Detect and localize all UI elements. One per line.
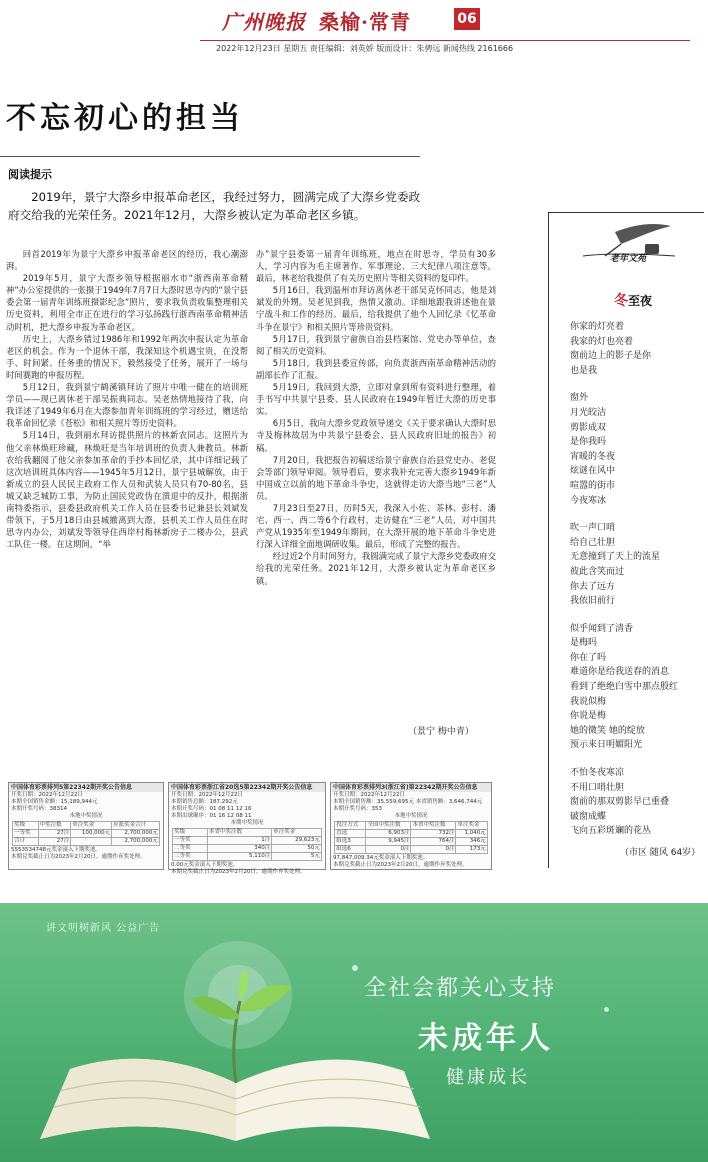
poem-line: 你在了吗 (570, 652, 607, 663)
poem-title-rest: 至夜 (628, 294, 653, 308)
lottery-title: 中国体育彩票排列3(浙江省)第22342期开奖公告信息 (331, 783, 491, 792)
poem-line: 无意撞到了天上的流星 (570, 552, 661, 563)
table-cell: 直选 (335, 830, 366, 838)
table-cell: 组选3 (335, 838, 366, 846)
ad-slogan-line-3: 健康成长 (446, 1067, 530, 1088)
poem-line: 宵暖的冬夜 (570, 451, 616, 462)
lottery-footnote: 0.00元奖金滚入下期奖池。 (171, 862, 239, 868)
paragraph: 5月14日，我到丽水拜访提供照片的林新农同志。这照片为他父亲林焕旺珍藏，林焕旺是当年培训班的负责人兼教员。林新农给我翻阅了他父亲参加革命的手抄本回忆录，其中详细记载了这次培训班具体内容——1945年5月12日，景宁县城解放，由于新成立的县人民民主政府工作人员和武装人员只有70-80名，县城又缺乏城防工事，为防止国民党政伪在溃退中的反扑，根据浙南特委指示，县委县政府机关工作人员在县委书记兼县长刘斌发带领下，于5月18日由县城撤离到大漈，县机关工作人员住在时思寺内办公，刘斌发等领导住西岸村梅林新房子二楼办公，县武工队住一楼。在这期间，“举 (6, 430, 248, 550)
poem-line: 看到了绝绝白雪中那点殷红 (570, 682, 679, 693)
table-cell: 0注 (411, 846, 456, 854)
lead-title: 阅读提示 (8, 168, 52, 181)
lottery-title: 中国体育彩票排列5第22342期开奖公告信息 (9, 783, 163, 792)
lottery-info-line: 本期出球顺序：01 16 12 08 11 (171, 813, 252, 819)
poem-line: 窗前边上的影子是你 (570, 351, 652, 362)
lottery-table-caption: 本期中奖情况 (230, 820, 264, 826)
poem-line: 破窗成蝶 (570, 811, 607, 822)
lead-text: 2019年，景宁大漈乡申报革命老区，我经过努力，圆满完成了大漈乡党委政府交给我的光荣任务。2021年12月，大漈乡被认定为革命老区乡镇。 (8, 190, 421, 222)
lottery-info-line: 本期开奖号码：38314 (11, 806, 67, 812)
poem-body (570, 320, 704, 852)
poem-line: 也是我 (570, 365, 598, 376)
poem-stanza (570, 320, 704, 378)
table-header-cell: 单注奖金 (71, 822, 112, 830)
sparkle-icon (604, 1007, 609, 1012)
poem-title (614, 290, 652, 310)
lottery-table-caption: 本地中奖情况 (394, 813, 428, 819)
table-cell: 组选6 (335, 846, 366, 854)
table-header-cell: 奖级 (13, 822, 39, 830)
poem-title-initial: 冬 (614, 293, 628, 309)
table-cell: 100,000元 (71, 830, 112, 838)
table-cell: 732注 (411, 830, 456, 838)
table-cell: 346元 (456, 838, 487, 846)
lottery-notice (8, 782, 164, 870)
table-cell: 三等奖 (173, 853, 208, 861)
poem-line: 窗前的那双剪影早已重叠 (570, 797, 670, 808)
lottery-info-line: 本期全国销售金额：15,189,944元 (11, 799, 98, 805)
paragraph: 经过近2个月时间努力，我圆满完成了景宁大漈乡党委政府交给我的光荣任务。2021年12月，大漈乡被认定为革命老区乡镇。 (256, 551, 496, 586)
paragraph: 5月16日，我到温州市拜访离休老干部吴克怀同志，他是刘斌发的外甥。吴老见到我，热情又激动。详细地跟我讲述他在景宁战斗和工作的经历。最后，给我提供了他个人回忆录《忆革命斗争在景宁》和相关照片等珍贵资料。 (256, 285, 496, 332)
public-service-ad (0, 903, 708, 1162)
poem-line: 是梅吗 (570, 638, 598, 649)
table-header-cell: 中奖注数 (38, 822, 71, 830)
column-border-top (548, 212, 704, 213)
lottery-table (172, 828, 322, 861)
column-border-left (548, 212, 549, 868)
poem-stanza (570, 521, 704, 609)
table-cell: 一等奖 (13, 830, 39, 838)
lottery-footnote: 5553534748元奖金滚入下期奖池。 (11, 847, 101, 853)
table-header-cell: 本省中奖注数 (411, 822, 456, 830)
table-cell: 27注 (38, 830, 71, 838)
table-header-row (13, 822, 160, 830)
poem-line: 月光皎洁 (570, 407, 607, 418)
table-cell: 1注 (207, 837, 271, 845)
paragraph: 5月18日，我到县委宣传部，向负责浙西南革命精神活动的副部长作了汇报。 (256, 357, 496, 380)
poem-line: 吹一声口哨 (570, 523, 616, 534)
table-cell: 2,700,000元 (112, 838, 160, 846)
poem-line: 你去了远方 (570, 581, 616, 592)
poem-line: 她的微笑 她的绽放 (570, 725, 645, 736)
lottery-table (334, 821, 488, 854)
paragraph: 5月17日，我到景宁畲族自治县档案馆、党史办等单位，查阅了相关历史资料。 (256, 333, 496, 356)
table-cell: 2,700,000元 (112, 830, 160, 838)
table-header-cell: 本省中奖注数 (207, 829, 271, 837)
table-header-cell: 单注奖金 (456, 822, 487, 830)
table-cell: 一等奖 (173, 837, 208, 845)
poem-line: 难道你是给我送春的消息 (570, 667, 670, 678)
table-header-cell: 全国中奖注数 (366, 822, 411, 830)
lottery-info-line: 开奖日期：2022年12月22日 (171, 792, 243, 798)
poem-line: 我依旧前行 (570, 596, 616, 607)
ad-tag: 讲文明树新风 公益广告 (46, 923, 161, 934)
poem-line: 给自己壮胆 (570, 537, 616, 548)
poem-line: 彼此含笑而过 (570, 566, 625, 577)
paragraph: 5月12日，我到景宁鹤溪镇拜访了照片中唯一健在的培训班学员——现已离休老干部吴振典同志。吴老热情地接待了我，向我详述了1949年6月在大漈参加青年训练班的学习经过，赠送给我革命回忆录《苍松》和相关照片等历史资料。 (6, 382, 248, 429)
poem-line: 今夜寒冰 (570, 495, 607, 506)
table-header-cell: 应派奖金合计 (112, 822, 160, 830)
book-sprout-illustration (0, 903, 708, 1162)
paragraph: 办”景宁县委第一届青年训练班，地点在时思寺，学员有30多人，学习内容为毛主席著作、军事理论、三大纪律八项注意等。最后，林老给我提供了有关历史照片等相关资料的复印件。 (256, 249, 496, 284)
issue-info-bar: 2022年12月23日 星期五 责任编辑：刘英娇 版面设计：朱骋远 新闻热线 2161666 (216, 44, 514, 53)
paragraph: 2019年5月，景宁大漈乡领导根据丽水市“浙西南革命精神”办公室提供的一张摄于1949年7月7日大漈时思寺内的“景宁县委会第一届青年训练班摄影纪念”照片，要求我负责收集整理相关历史资料，利用全市正在进行的学习弘扬践行浙西南革命精神活动时机，把大漈乡申报为革命老区。 (6, 273, 248, 332)
paper-name: 广州晚报 (222, 10, 306, 34)
poem-line: 剪影成双 (570, 422, 607, 433)
table-header-row (173, 829, 322, 837)
table-cell (71, 838, 112, 846)
paragraph: 7月23日至27日，历时5天，我深入小佐、茶林、彭村、潘宅、西一、西二等6个行政村，走访健在“三老”人员，对中国共产党从1935年至1949年期间，在大漈开展的地下革命斗争史进行深入详细全面地调研收集。最后，形成了完整的报告。 (256, 502, 496, 550)
paragraph: 回首2019年为景宁大漈乡申报革命老区的经历，我心潮澎湃。 (6, 249, 248, 272)
poem-line: 窗外 (570, 393, 589, 404)
headline-divider (0, 156, 420, 157)
paragraph: 5月19日，我回到大漈，立即对拿到所有资料进行整理，着手书写中共景宁县委、县人民政府在1949年暂迁大漈的历史事实。 (256, 382, 496, 417)
lottery-notice (168, 782, 326, 875)
poem-line: 预示来日明媚阳光 (570, 740, 643, 751)
poem-line: 炫谜在风中 (570, 466, 616, 477)
table-row (173, 837, 322, 845)
paragraph: 7月20日，我把报告初稿送给景宁畲族自治县党史办、老促会等部门领导审阅。领导看后，要求我补充完善大漈乡1949年新中国成立以前的地下革命斗争史，这就得走访大漈当地“三老”人员。 (256, 454, 496, 501)
poem-stanza (570, 622, 704, 753)
table-cell: 764注 (411, 838, 456, 846)
paragraph: 历史上，大漈乡错过1986年和1992年两次申报认定为革命老区的机会。作为一个退休干部，我深知这个机遇宝贵，在没帮手、时间紧、任务重的情况下，毅然接受了任务，展开了一场与时间赛跑的申报历程。 (6, 333, 248, 380)
table-cell: 6,903注 (366, 830, 411, 838)
poem-line: 飞向五彩斑斓的花丛 (570, 826, 652, 837)
lottery-footnote: 97,847,009.34元奖金滚入下期奖池。 (333, 855, 429, 861)
poem-line: 是你我吗 (570, 437, 607, 448)
table-row (13, 830, 160, 838)
table-row (335, 846, 488, 854)
table-cell: 27注 (38, 838, 71, 846)
table-row (173, 845, 322, 853)
poem-line: 不用口哨壮胆 (570, 782, 625, 793)
table-header-row (335, 822, 488, 830)
table-row (173, 853, 322, 861)
page-number-badge: 06 (454, 8, 480, 30)
lottery-info-line: 开奖日期：2022年12月22日 (11, 792, 83, 798)
table-row (335, 838, 488, 846)
table-cell: 173元 (456, 846, 487, 854)
lottery-footnote: 本期兑奖截止日为2023年2月20日，逾期作弃奖处理。 (11, 854, 146, 860)
table-header-cell: 奖级 (173, 829, 208, 837)
table-cell: 50元 (272, 845, 322, 853)
poem-line: 你家的灯亮着 (570, 322, 625, 332)
table-row (13, 838, 160, 846)
table-cell: 5元 (272, 853, 322, 861)
masthead (0, 0, 708, 40)
poem-author: （市区 随风 64岁） (620, 848, 701, 858)
table-cell: 9,945注 (366, 838, 411, 846)
paragraph: 6月5日，我向大漈乡党政领导递交《关于要求确认大漈时思寺及梅林故居为中共景宁县委会、县人民政府旧址的报告》初稿。 (256, 418, 496, 453)
table-cell: 1,040元 (456, 830, 487, 838)
article-headline: 不忘初心的担当 (6, 101, 244, 136)
poem-line: 你说是梅 (570, 711, 607, 722)
table-header-cell: 单注奖金 (272, 829, 322, 837)
table-cell: 340注 (207, 845, 271, 853)
sparkle-icon (352, 965, 358, 971)
ad-slogan-line-1: 全社会都关心支持 (364, 976, 557, 1001)
lottery-footnote: 本期兑奖截止日为2023年2月20日，逾期作弃奖处理。 (171, 869, 306, 875)
table-cell: 二等奖 (173, 845, 208, 853)
poem-stanza (570, 391, 704, 508)
poem-line: 不怕冬夜寒凉 (570, 768, 625, 779)
lottery-info-line: 本期开奖号码：353 (333, 806, 382, 812)
poem-line: 我说似梅 (570, 696, 607, 707)
table-cell: 29,623元 (272, 837, 322, 845)
article-column-2 (256, 248, 496, 748)
table-cell: 5,110注 (207, 853, 271, 861)
lottery-info-line: 开奖日期：2022年12月22日 (333, 792, 405, 798)
poem-line: 似乎闻到了清香 (570, 623, 634, 634)
lottery-table-caption: 本地中奖情况 (69, 813, 103, 819)
table-cell: 0注 (366, 846, 411, 854)
lottery-footnote: 本期兑奖截止日为2023年2月20日，逾期作弃奖处理。 (333, 862, 468, 868)
table-row (335, 830, 488, 838)
lottery-info-line: 本期全国销售额：35,559,695元 本省销售额：3,646,744元 (333, 799, 483, 805)
masthead-divider (200, 40, 690, 41)
lottery-title: 中国体育彩票浙江省20选5第22342期开奖公告信息 (169, 783, 325, 792)
section-name: 桑榆·常青 (319, 10, 411, 34)
lottery-notice (330, 782, 492, 870)
table-header-cell: 投注方式 (335, 822, 366, 830)
poem-line: 喧嚣的街市 (570, 480, 616, 491)
column-label: 老年文苑 (610, 254, 647, 264)
lottery-table (12, 821, 160, 846)
table-cell: 合计 (13, 838, 39, 846)
lottery-info-line: 本期销售总额：187,292元 (171, 799, 238, 805)
poem-stanza (570, 766, 704, 839)
poem-line: 我家的灯也亮着 (570, 336, 634, 347)
article-author: （景宁 梅中青） (408, 727, 474, 737)
lottery-info-line: 本期开奖号码：01 08 11 12 16 (171, 806, 252, 812)
ad-slogan-line-2: 未成年人 (418, 1021, 554, 1056)
